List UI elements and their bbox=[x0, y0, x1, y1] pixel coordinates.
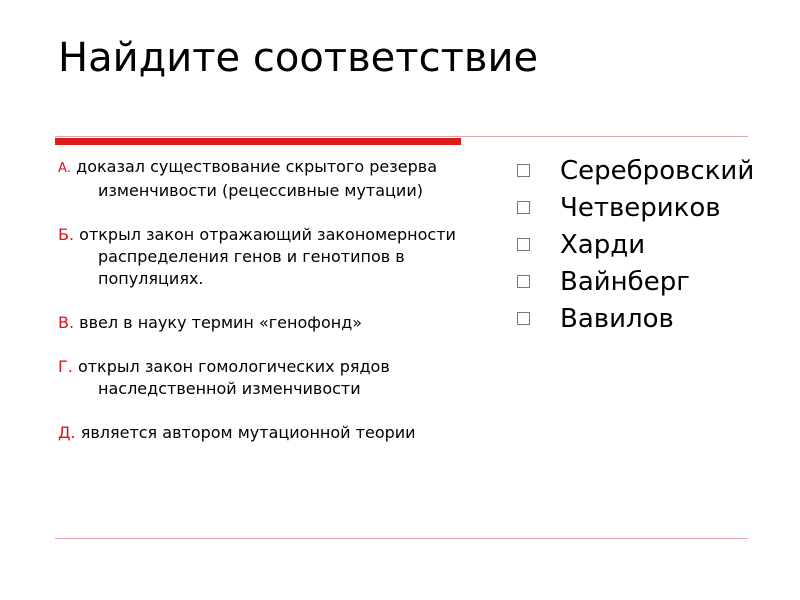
statement-text: доказал существование скрытого резерва изменчивости (рецессивные мутации) bbox=[76, 157, 437, 200]
scientist-name: Вавилов bbox=[560, 303, 674, 334]
scientist-name: Серебровский bbox=[560, 155, 755, 186]
top-accent-bar bbox=[55, 138, 461, 145]
statement-v bbox=[58, 312, 488, 334]
statement-text: является автором мутационной теории bbox=[80, 423, 416, 442]
statement-letter: В. bbox=[58, 313, 75, 332]
statement-text: ввел в науку термин «генофонд» bbox=[79, 313, 363, 332]
scientist-item bbox=[517, 189, 754, 226]
statement-text: открыл закон отражающий закономерности распределения генов и генотипов в популяциях. bbox=[79, 225, 456, 288]
statement-letter: Б. bbox=[58, 225, 75, 244]
scientist-item bbox=[517, 152, 754, 189]
top-divider-line bbox=[55, 136, 748, 137]
statements-list bbox=[58, 156, 488, 444]
statement-g bbox=[58, 356, 488, 400]
bottom-divider-line bbox=[55, 538, 748, 539]
scientists-list bbox=[517, 152, 754, 337]
statement-letter: А. bbox=[58, 161, 72, 176]
checkbox-square-icon bbox=[517, 275, 530, 288]
statement-a bbox=[58, 156, 488, 202]
checkbox-square-icon bbox=[517, 201, 530, 214]
checkbox-square-icon bbox=[517, 238, 530, 251]
checkbox-square-icon bbox=[517, 312, 530, 325]
slide-title: Найдите соответствие bbox=[58, 35, 539, 81]
statement-letter: Д. bbox=[58, 423, 76, 442]
scientist-item bbox=[517, 226, 754, 263]
statement-letter: Г. bbox=[58, 357, 73, 376]
checkbox-square-icon bbox=[517, 164, 530, 177]
statement-d bbox=[58, 422, 488, 444]
statement-text: открыл закон гомологических рядов наследственной изменчивости bbox=[77, 357, 390, 398]
scientist-name: Харди bbox=[560, 229, 646, 260]
statement-b bbox=[58, 224, 488, 290]
scientist-name: Четвериков bbox=[560, 192, 721, 223]
scientist-item bbox=[517, 300, 754, 337]
scientist-item bbox=[517, 263, 754, 300]
scientist-name: Вайнберг bbox=[560, 266, 690, 297]
